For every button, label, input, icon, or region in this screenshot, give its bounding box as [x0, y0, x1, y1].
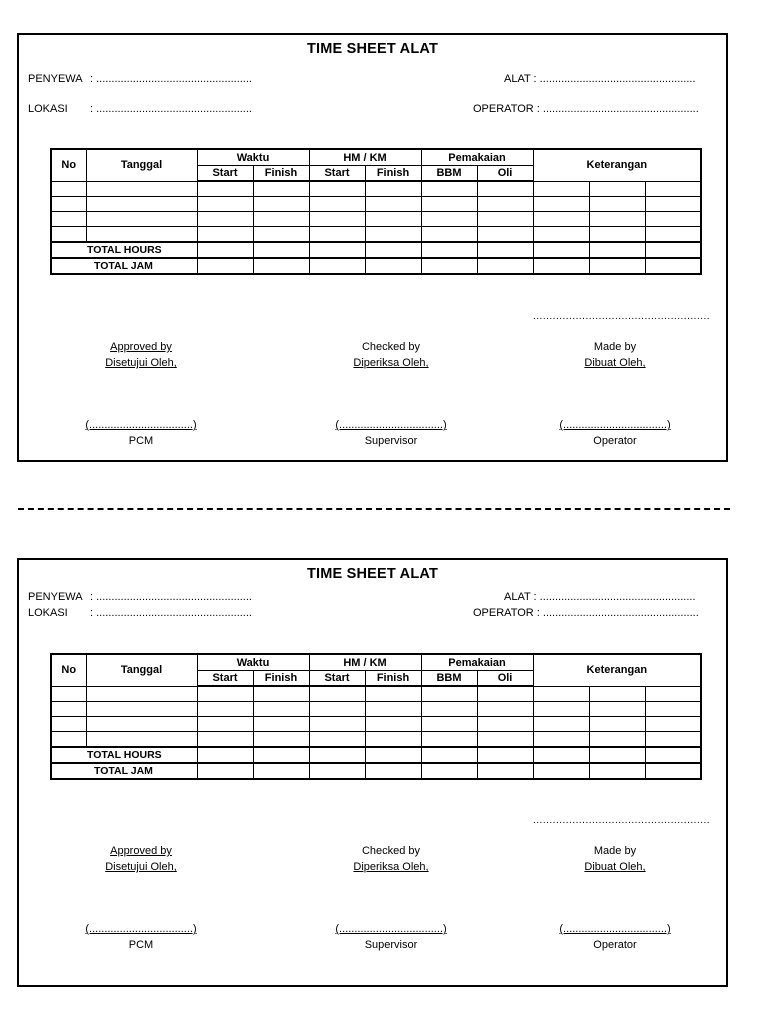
- supervisor-role-label: Supervisor: [364, 435, 418, 447]
- col-waktu-header: Waktu: [197, 149, 309, 166]
- timesheet-form-top: [17, 33, 728, 462]
- col-waktu-header: Waktu: [197, 654, 309, 671]
- hmkm-start-header: Start: [309, 166, 365, 182]
- operator-label: OPERATOR :: [473, 103, 540, 115]
- bbm-header: BBM: [421, 166, 477, 182]
- checked-by-label: Checked by: [361, 341, 421, 353]
- signature-line: (..................................): [559, 923, 671, 935]
- alat-label: ALAT :: [504, 73, 537, 85]
- total-jam-row[interactable]: [51, 258, 701, 274]
- bbm-header: BBM: [421, 671, 477, 687]
- table-row[interactable]: [51, 717, 701, 732]
- checked-by-label: Checked by: [361, 845, 421, 857]
- approved-by-label: Approved by: [110, 341, 172, 353]
- col-keterangan-header: Keterangan: [533, 654, 701, 686]
- approved-by-block: [61, 843, 221, 875]
- pcm-role-label: PCM: [128, 435, 154, 447]
- oli-header: Oli: [477, 166, 533, 182]
- lokasi-field[interactable]: [28, 607, 252, 619]
- alat-value: ...................................................: [539, 73, 696, 85]
- waktu-start-header: Start: [197, 166, 253, 182]
- dibuat-oleh-label: Dibuat Oleh,: [584, 861, 646, 873]
- supervisor-signature[interactable]: [311, 921, 471, 953]
- operator-role-label: Operator: [593, 435, 637, 447]
- waktu-finish-header: Finish: [253, 671, 309, 687]
- oli-header: Oli: [477, 671, 533, 687]
- checked-by-block: [311, 339, 471, 371]
- operator-field[interactable]: [473, 103, 699, 115]
- disetujui-oleh-label: Disetujui Oleh,: [105, 357, 177, 369]
- penyewa-value: : ...................................................: [90, 73, 252, 85]
- timesheet-table: [50, 148, 702, 275]
- penyewa-value: : ...................................................: [90, 591, 252, 603]
- supervisor-signature[interactable]: [311, 417, 471, 449]
- cut-line-divider: [18, 508, 730, 510]
- col-pemakaian-header: Pemakaian: [421, 654, 533, 671]
- col-hmkm-header: HM / KM: [309, 654, 421, 671]
- operator-field[interactable]: [473, 607, 699, 619]
- date-line[interactable]: ......................................................: [533, 311, 711, 322]
- approved-by-label: Approved by: [110, 845, 172, 857]
- penyewa-label: PENYEWA: [28, 73, 83, 85]
- approved-by-block: [61, 339, 221, 371]
- signature-line: (..................................): [335, 419, 447, 431]
- pcm-signature[interactable]: [61, 417, 221, 449]
- pcm-signature[interactable]: [61, 921, 221, 953]
- lokasi-label: LOKASI: [28, 103, 68, 115]
- pcm-role-label: PCM: [128, 939, 154, 951]
- made-by-label: Made by: [593, 845, 637, 857]
- penyewa-label: PENYEWA: [28, 591, 83, 603]
- diperiksa-oleh-label: Diperiksa Oleh,: [353, 357, 429, 369]
- lokasi-value: : ...................................................: [90, 607, 252, 619]
- table-row[interactable]: [51, 702, 701, 717]
- total-hours-label: TOTAL HOURS: [51, 242, 197, 258]
- waktu-start-header: Start: [197, 671, 253, 687]
- hmkm-finish-header: Finish: [365, 671, 421, 687]
- operator-label: OPERATOR :: [473, 607, 540, 619]
- signature-line: (..................................): [335, 923, 447, 935]
- operator-signature[interactable]: [535, 417, 695, 449]
- col-no-header: No: [51, 149, 86, 181]
- total-hours-label: TOTAL HOURS: [51, 747, 197, 763]
- lokasi-field[interactable]: [28, 103, 252, 115]
- lokasi-label: LOKASI: [28, 607, 68, 619]
- operator-role-label: Operator: [593, 939, 637, 951]
- waktu-finish-header: Finish: [253, 166, 309, 182]
- supervisor-role-label: Supervisor: [364, 939, 418, 951]
- col-tanggal-header: Tanggal: [86, 149, 197, 181]
- col-no-header: No: [51, 654, 86, 686]
- penyewa-field[interactable]: [28, 73, 252, 85]
- hmkm-finish-header: Finish: [365, 166, 421, 182]
- signature-line: (..................................): [559, 419, 671, 431]
- made-by-block: [535, 843, 695, 875]
- timesheet-form-bottom: [17, 558, 728, 987]
- timesheet-table: [50, 653, 702, 780]
- operator-value: ...................................................: [542, 103, 699, 115]
- signature-line: (..................................): [85, 419, 197, 431]
- made-by-block: [535, 339, 695, 371]
- table-row[interactable]: [51, 732, 701, 748]
- diperiksa-oleh-label: Diperiksa Oleh,: [353, 861, 429, 873]
- table-row[interactable]: [51, 197, 701, 212]
- table-row[interactable]: [51, 212, 701, 227]
- total-jam-label: TOTAL JAM: [51, 763, 197, 779]
- checked-by-block: [311, 843, 471, 875]
- col-pemakaian-header: Pemakaian: [421, 149, 533, 166]
- total-hours-row[interactable]: [51, 747, 701, 763]
- alat-field[interactable]: [504, 591, 696, 603]
- disetujui-oleh-label: Disetujui Oleh,: [105, 861, 177, 873]
- lokasi-value: : ...................................................: [90, 103, 252, 115]
- table-row[interactable]: [51, 227, 701, 243]
- total-hours-row[interactable]: [51, 242, 701, 258]
- made-by-label: Made by: [593, 341, 637, 353]
- alat-label: ALAT :: [504, 591, 537, 603]
- alat-field[interactable]: [504, 73, 696, 85]
- operator-signature[interactable]: [535, 921, 695, 953]
- penyewa-field[interactable]: [28, 591, 252, 603]
- col-hmkm-header: HM / KM: [309, 149, 421, 166]
- table-row[interactable]: [51, 686, 701, 702]
- col-tanggal-header: Tanggal: [86, 654, 197, 686]
- total-jam-row[interactable]: [51, 763, 701, 779]
- alat-value: ...................................................: [539, 591, 696, 603]
- operator-value: ...................................................: [542, 607, 699, 619]
- dibuat-oleh-label: Dibuat Oleh,: [584, 357, 646, 369]
- form-title: TIME SHEET ALAT: [306, 566, 439, 582]
- table-row[interactable]: [51, 181, 701, 197]
- form-title: TIME SHEET ALAT: [306, 41, 439, 57]
- signature-line: (..................................): [85, 923, 197, 935]
- hmkm-start-header: Start: [309, 671, 365, 687]
- date-line[interactable]: ......................................................: [533, 815, 711, 826]
- col-keterangan-header: Keterangan: [533, 149, 701, 181]
- total-jam-label: TOTAL JAM: [51, 258, 197, 274]
